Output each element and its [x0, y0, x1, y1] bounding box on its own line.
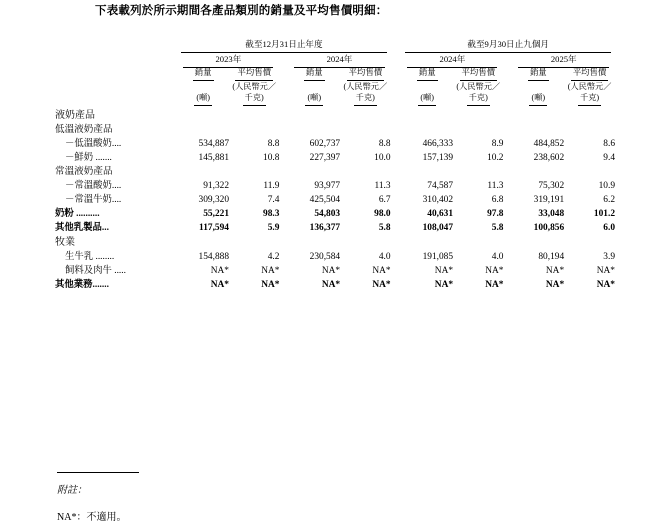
cell-value [288, 233, 340, 248]
cell-value: 309,320 [198, 194, 229, 205]
cell-value: 10.9 [598, 180, 615, 191]
row-subsection-label: 常溫液奶產品 [55, 165, 113, 177]
cell-value [564, 106, 615, 121]
row-label: 飼料及肉牛 ..... [65, 265, 126, 276]
cell-value: 8.8 [378, 138, 391, 149]
header-group-left: 截至12月31日止年度 [177, 38, 390, 53]
cell-value: 157,139 [422, 152, 454, 163]
column-gap [503, 191, 512, 205]
cell-value: 100,856 [533, 222, 565, 233]
footnote-divider [57, 472, 139, 473]
cell-value: 238,602 [533, 152, 565, 163]
cell-value: 6.2 [603, 194, 615, 205]
cell-value [564, 121, 615, 135]
cell-value: 191,085 [422, 251, 454, 262]
header-unit-volume-4: (噸) [512, 81, 564, 106]
row-label: －常溫牛奶.... [65, 194, 122, 205]
column-gap [391, 177, 402, 191]
cell-value: NA* [596, 279, 615, 290]
cell-value: 8.9 [491, 138, 504, 149]
cell-value: 74,587 [427, 180, 454, 191]
header-volume-1: 銷量 [177, 68, 229, 81]
column-gap [391, 191, 402, 205]
column-gap [279, 276, 288, 290]
cell-value: 11.9 [263, 180, 280, 191]
column-gap [279, 262, 288, 276]
header-unit-volume-2: (噸) [288, 81, 340, 106]
header-unit-price-2: (人民幣元／ 千克) [340, 81, 390, 106]
column-gap [503, 205, 512, 219]
column-gap [503, 248, 512, 262]
header-price-3: 平均售價 [453, 68, 503, 81]
column-gap [503, 177, 512, 191]
header-price-4: 平均售價 [564, 68, 615, 81]
column-gap [391, 248, 402, 262]
cell-value: 98.0 [374, 208, 391, 219]
column-gap [279, 121, 288, 135]
table-row [55, 276, 615, 290]
cell-value [453, 106, 503, 121]
cell-value [401, 106, 453, 121]
cell-value: 54,803 [314, 208, 341, 219]
cell-value: 227,397 [309, 152, 341, 163]
cell-value [401, 163, 453, 177]
row-section-label: 液奶產品 [55, 109, 95, 121]
cell-value: NA* [261, 265, 280, 276]
column-gap [503, 149, 512, 163]
header-group-row [55, 38, 615, 53]
cell-value: 33,048 [538, 208, 565, 219]
cell-value [453, 121, 503, 135]
cell-value [512, 121, 564, 135]
column-gap [503, 276, 512, 290]
row-label: －常溫酸奶.... [65, 180, 122, 191]
cell-value: NA* [545, 265, 565, 276]
table-row [55, 149, 615, 163]
column-gap [503, 106, 512, 121]
column-gap [503, 163, 512, 177]
header-year-2024-interim: 2024年 [401, 53, 503, 68]
header-unit-volume-3: (噸) [401, 81, 453, 106]
cell-value: 4.2 [267, 251, 280, 262]
cell-value [340, 233, 390, 248]
cell-value [453, 233, 503, 248]
row-label: 生牛乳 ........ [65, 251, 115, 262]
column-gap [279, 219, 288, 233]
header-volume-2: 銷量 [288, 68, 340, 81]
cell-value: 8.8 [267, 138, 280, 149]
column-gap [279, 177, 288, 191]
cell-value: NA* [321, 279, 341, 290]
cell-value [229, 233, 279, 248]
header-year-2025-interim: 2025年 [512, 53, 615, 68]
cell-value: 97.8 [487, 208, 504, 219]
cell-value [453, 163, 503, 177]
cell-value: 145,881 [198, 152, 229, 163]
cell-value [229, 163, 279, 177]
header-unit-price-4: (人民幣元／ 千克) [564, 81, 615, 106]
cell-value: 11.3 [487, 180, 504, 191]
cell-value: 10.2 [487, 152, 504, 163]
header-volume-4: 銷量 [512, 68, 564, 81]
table-row [55, 219, 615, 233]
header-volume-3: 銷量 [401, 68, 453, 81]
column-gap [391, 233, 402, 248]
column-gap [279, 135, 288, 149]
column-gap [391, 149, 402, 163]
column-gap [391, 121, 402, 135]
header-year-row [55, 53, 615, 68]
column-gap [503, 121, 512, 135]
cell-value: NA* [434, 279, 454, 290]
cell-value: 11.3 [374, 180, 391, 191]
cell-value: 7.4 [267, 194, 280, 205]
cell-value: 108,047 [422, 222, 454, 233]
cell-value: 98.3 [263, 208, 280, 219]
cell-value: 319,191 [533, 194, 565, 205]
column-gap [391, 135, 402, 149]
table-row [55, 106, 615, 121]
cell-value: 466,333 [422, 138, 454, 149]
cell-value [288, 106, 340, 121]
cell-value: 3.9 [603, 251, 615, 262]
cell-value: 75,302 [538, 180, 565, 191]
row-label: 其他業務....... [55, 279, 109, 290]
cell-value: 93,977 [314, 180, 341, 191]
cell-value [340, 106, 390, 121]
header-col-row [55, 68, 615, 81]
cell-value: NA* [485, 279, 504, 290]
cell-value: 10.8 [263, 152, 280, 163]
cell-value [512, 233, 564, 248]
cell-value: 101.2 [593, 208, 615, 219]
cell-value [512, 106, 564, 121]
cell-value: 230,584 [309, 251, 341, 262]
cell-value: 154,888 [198, 251, 229, 262]
cell-value: 534,887 [198, 138, 229, 149]
product-sales-table [55, 38, 615, 290]
cell-value: 8.6 [603, 138, 615, 149]
cell-value: 117,594 [199, 222, 229, 233]
table-row [55, 233, 615, 248]
cell-value: 425,504 [309, 194, 341, 205]
cell-value: 136,377 [309, 222, 341, 233]
cell-value [177, 121, 229, 135]
cell-value [288, 121, 340, 135]
cell-value: NA* [321, 265, 341, 276]
cell-value: 5.8 [378, 222, 391, 233]
cell-value: 602,737 [309, 138, 341, 149]
intro-paragraph: 下表載列於所示期間各產品類別的銷量及平均售價明細： [95, 5, 388, 17]
column-gap [391, 205, 402, 219]
column-gap [391, 262, 402, 276]
cell-value [564, 163, 615, 177]
column-gap [279, 191, 288, 205]
cell-value: 9.4 [603, 152, 615, 163]
column-gap [503, 233, 512, 248]
column-gap [279, 233, 288, 248]
cell-value: NA* [210, 279, 229, 290]
header-year-2023: 2023年 [177, 53, 279, 68]
cell-value: 55,221 [203, 208, 229, 219]
cell-value: 91,322 [203, 180, 229, 191]
table-row [55, 163, 615, 177]
header-price-1: 平均售價 [229, 68, 279, 81]
cell-value: 4.0 [491, 251, 504, 262]
cell-value: 80,194 [538, 251, 565, 262]
cell-value: 6.0 [603, 222, 615, 233]
cell-value: NA* [485, 265, 504, 276]
table-row [55, 135, 615, 149]
cell-value: NA* [261, 279, 280, 290]
header-year-2024-annual: 2024年 [288, 53, 390, 68]
footnote-text: NA*：不適用。 [57, 512, 127, 523]
cell-value [401, 121, 453, 135]
column-gap [391, 219, 402, 233]
cell-value: NA* [434, 265, 454, 276]
table-row [55, 121, 615, 135]
cell-value: 40,631 [427, 208, 454, 219]
cell-value: 6.7 [378, 194, 391, 205]
cell-value: 5.9 [267, 222, 280, 233]
column-gap [279, 149, 288, 163]
cell-value: NA* [372, 265, 391, 276]
cell-value [340, 121, 390, 135]
table-row [55, 248, 615, 262]
cell-value: NA* [372, 279, 391, 290]
cell-value: NA* [210, 265, 229, 276]
column-gap [279, 163, 288, 177]
row-section-label: 牧業 [55, 236, 75, 248]
cell-value [229, 106, 279, 121]
footnote-label: 附註： [57, 485, 87, 496]
cell-value [229, 121, 279, 135]
table-row [55, 191, 615, 205]
cell-value [512, 163, 564, 177]
cell-value [401, 233, 453, 248]
column-gap [391, 106, 402, 121]
table-row [55, 177, 615, 191]
cell-value: NA* [596, 265, 615, 276]
row-label: －低溫酸奶.... [65, 138, 122, 149]
column-gap [279, 248, 288, 262]
cell-value [340, 163, 390, 177]
column-gap [503, 262, 512, 276]
column-gap [391, 276, 402, 290]
table-body [55, 106, 615, 290]
header-unit-price-1: (人民幣元／ 千克) [229, 81, 279, 106]
column-gap [503, 219, 512, 233]
cell-value: NA* [545, 279, 565, 290]
column-gap [279, 205, 288, 219]
table-row [55, 205, 615, 219]
cell-value: 484,852 [533, 138, 565, 149]
column-gap [503, 135, 512, 149]
row-label: 其他乳製品... [55, 222, 109, 233]
row-subsection-label: 低溫液奶產品 [55, 123, 113, 135]
cell-value [288, 163, 340, 177]
cell-value: 10.0 [374, 152, 391, 163]
cell-value [564, 233, 615, 248]
cell-value: 4.0 [378, 251, 391, 262]
header-group-right: 截至9月30日止九個月 [401, 38, 615, 53]
column-gap [391, 163, 402, 177]
cell-value: 310,402 [422, 194, 454, 205]
column-gap [279, 106, 288, 121]
header-unit-row [55, 81, 615, 106]
cell-value: 6.8 [491, 194, 504, 205]
header-unit-volume-1: (噸) [177, 81, 229, 106]
header-unit-price-3: (人民幣元／ 千克) [453, 81, 503, 106]
row-label: 奶粉 .......... [55, 208, 100, 219]
cell-value [177, 106, 229, 121]
row-label: －鮮奶 ....... [65, 152, 112, 163]
table-row [55, 262, 615, 276]
cell-value: 5.8 [491, 222, 504, 233]
cell-value [177, 163, 229, 177]
cell-value [177, 233, 229, 248]
header-price-2: 平均售價 [340, 68, 390, 81]
